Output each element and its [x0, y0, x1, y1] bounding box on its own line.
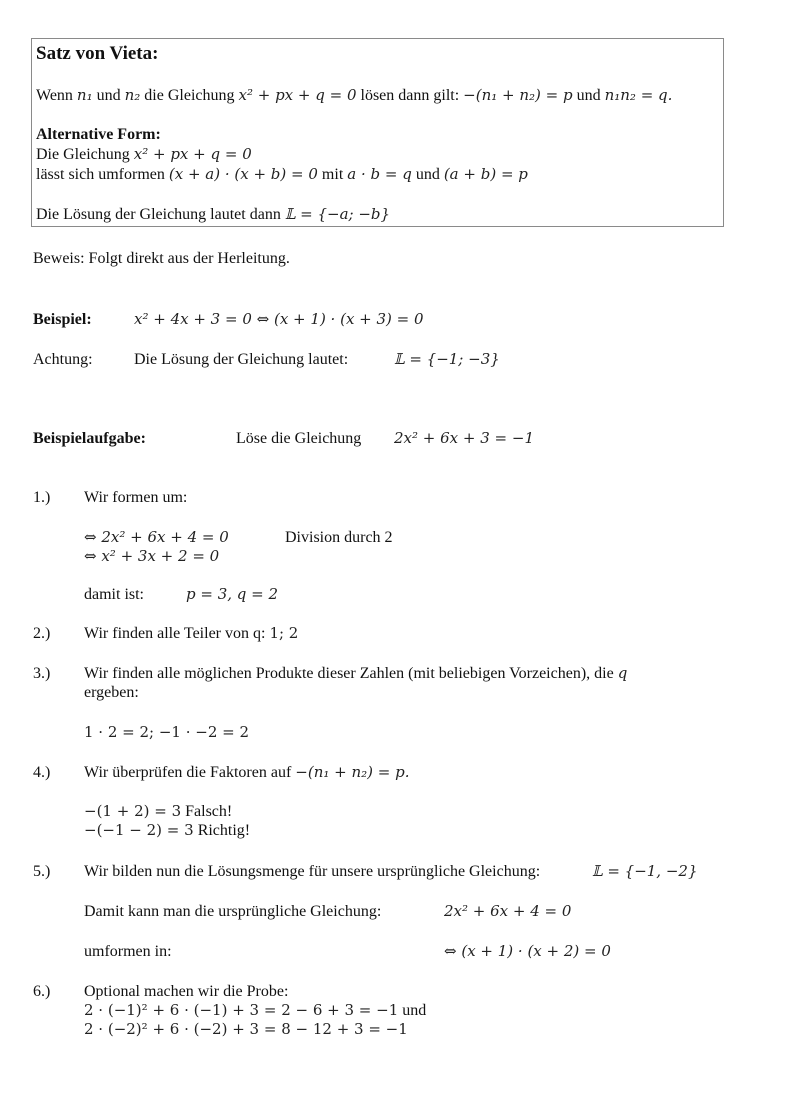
attention-text: Die Lösung der Gleichung lautet:: [134, 351, 349, 368]
statement-math-equation: x² + px + q = 0: [238, 86, 357, 104]
theorem-solution-line: [36, 205, 390, 224]
step-1-damit-label: damit ist:: [84, 586, 144, 603]
statement-text-4: lösen dann gilt:: [356, 87, 464, 104]
alt2-math-3: (a + b) = p: [443, 165, 528, 183]
task-label: Beispielaufgabe:: [33, 430, 146, 447]
step-5-damit-text: Damit kann man die ursprüngliche Gleichung:: [84, 903, 382, 920]
step-6-line-1: [84, 1001, 426, 1020]
alt1-text: Die Gleichung: [36, 146, 134, 163]
alt2-math-1: (x + a) · (x + b) = 0: [168, 165, 318, 183]
step-4-check-2: [84, 821, 250, 840]
theorem-statement: [36, 86, 672, 105]
statement-text-1: Wenn: [36, 87, 77, 104]
statement-math-n1: n₁: [76, 86, 93, 104]
step-5-damit-math: 2x² + 6x + 4 = 0: [444, 902, 572, 920]
step-3-math-q: q: [617, 664, 628, 682]
theorem-box: [31, 38, 724, 227]
statement-math-sum: −(n₁ + n₂) = p: [463, 86, 573, 104]
step-4-number: 4.): [33, 764, 51, 781]
probe-1-text: und: [398, 1002, 427, 1019]
theorem-title: Satz von Vieta:: [36, 43, 159, 64]
alt1-math: x² + px + q = 0: [133, 145, 252, 163]
statement-text-5: und: [572, 87, 605, 104]
step-5-umformen-math: ⇔ (x + 1) · (x + 2) = 0: [444, 942, 611, 960]
alternative-form-line-2: [36, 165, 528, 184]
alt2-text-3: und: [411, 166, 444, 183]
attention-label: Achtung:: [33, 351, 93, 368]
step-2-math: 1; 2: [269, 624, 299, 642]
step-5-math: 𝕃 = {−1, −2}: [592, 862, 698, 880]
check-2-text: Richtig!: [193, 822, 251, 839]
example-label: Beispiel:: [33, 311, 92, 328]
step-1-number: 1.): [33, 489, 51, 506]
step-1-equation-1: ⇔ 2x² + 6x + 4 = 0: [84, 528, 229, 546]
step-6-number: 6.): [33, 983, 51, 1000]
step-1-equation-2: ⇔ x² + 3x + 2 = 0: [84, 547, 220, 565]
solution-text: Die Lösung der Gleichung lautet dann: [36, 206, 285, 223]
step-6-text: Optional machen wir die Probe:: [84, 983, 289, 1000]
probe-1-math: 2 · (−1)² + 6 · (−1) + 3 = 2 − 6 + 3 = −1: [84, 1001, 399, 1019]
step-5-number: 5.): [33, 863, 51, 880]
step-3-text-1: Wir finden alle möglichen Produkte dieser Zahlen (mit beliebigen Vorzeichen), die: [84, 665, 618, 682]
step-4-check-1: [84, 802, 232, 821]
step-4-text: Wir überprüfen die Faktoren auf: [84, 764, 296, 781]
statement-math-product: n₁n₂ = q.: [604, 86, 673, 104]
check-2-math: −(−1 − 2) = 3: [84, 821, 194, 839]
check-1-math: −(1 + 2) = 3: [84, 802, 182, 820]
step-3-text-2: ergeben:: [84, 684, 139, 701]
step-1-note: Division durch 2: [285, 529, 393, 546]
step-6-line-2: 2 · (−2)² + 6 · (−2) + 3 = 8 − 12 + 3 = −1: [84, 1020, 408, 1038]
step-2-number: 2.): [33, 625, 51, 642]
proof-text: Beweis: Folgt direkt aus der Herleitung.: [33, 250, 290, 267]
alt2-text-1: lässt sich umformen: [36, 166, 169, 183]
statement-text-2: und: [92, 87, 125, 104]
check-1-text: Falsch!: [181, 803, 233, 820]
task-math: 2x² + 6x + 3 = −1: [394, 429, 534, 447]
step-4-line: [84, 763, 409, 782]
step-3-line-1: [84, 664, 627, 683]
alt2-text-2: mit: [317, 166, 348, 183]
step-5-umformen-text: umformen in:: [84, 943, 172, 960]
step-2-text: Wir finden alle Teiler von q:: [84, 625, 270, 642]
step-3-number: 3.): [33, 665, 51, 682]
step-2-line: [84, 624, 298, 643]
alternative-form-title: Alternative Form:: [36, 126, 161, 143]
statement-text-3: die Gleichung: [140, 87, 239, 104]
attention-math: 𝕃 = {−1; −3}: [394, 350, 500, 368]
step-3-products: 1 · 2 = 2; −1 · −2 = 2: [84, 723, 250, 741]
statement-math-n2: n₂: [124, 86, 141, 104]
step-1-damit-math: p = 3, q = 2: [186, 585, 279, 603]
step-4-math: −(n₁ + n₂) = p.: [295, 763, 410, 781]
step-1-text: Wir formen um:: [84, 489, 188, 506]
example-equation: x² + 4x + 3 = 0 ⇔ (x + 1) · (x + 3) = 0: [134, 310, 424, 328]
solution-math: 𝕃 = {−a; −b}: [284, 205, 391, 223]
task-text: Löse die Gleichung: [236, 430, 362, 447]
alternative-form-line-1: [36, 145, 252, 164]
alt2-math-2: a · b = q: [347, 165, 412, 183]
step-5-text: Wir bilden nun die Lösungsmenge für unsere ursprüngliche Gleichung:: [84, 863, 541, 880]
